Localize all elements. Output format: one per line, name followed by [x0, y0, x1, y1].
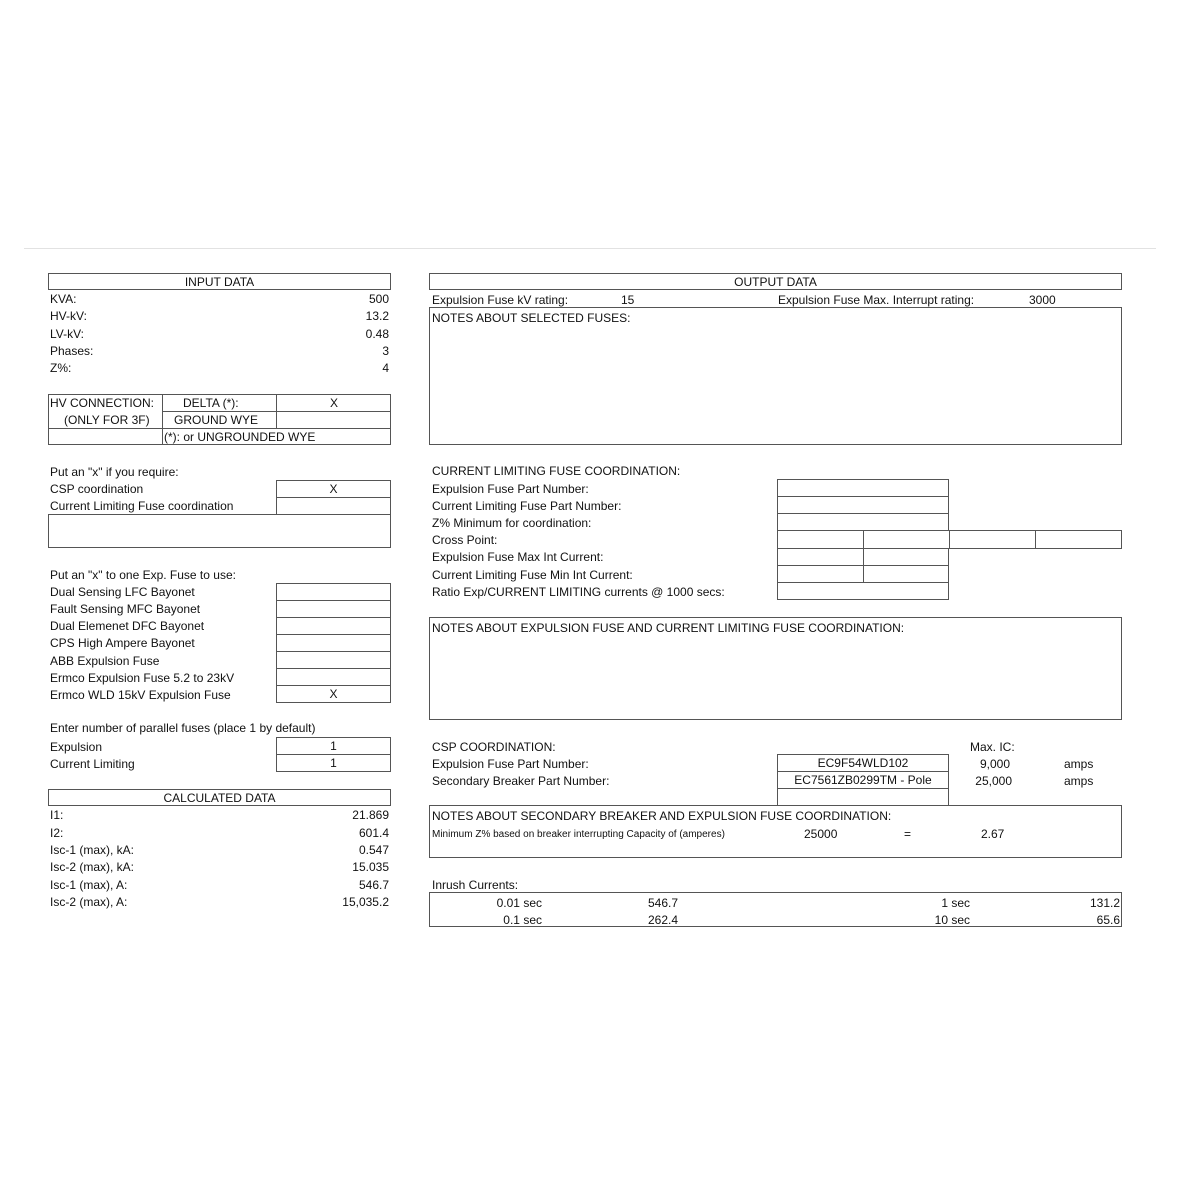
cross-point-field-4[interactable]	[1035, 530, 1122, 549]
exp-fuse-item-field[interactable]	[276, 651, 391, 669]
i1-label: I1:	[50, 808, 64, 822]
exp-fuse-title: Put an "x" to one Exp. Fuse to use:	[50, 568, 236, 582]
notes-selected-fuses-box	[429, 307, 1122, 445]
csp-exp-part-label: Expulsion Fuse Part Number:	[432, 757, 589, 771]
exp-fuse-item-label: Fault Sensing MFC Bayonet	[50, 602, 201, 616]
cross-point-field-2[interactable]	[863, 530, 950, 549]
csp-sec-breaker-field[interactable]	[777, 771, 949, 789]
min-z-capacity: 25000	[804, 827, 838, 841]
parallel-fuses-title: Enter number of parallel fuses (place 1 by default)	[50, 721, 316, 735]
hv-kv-label: HV-kV:	[50, 309, 87, 323]
cross-point-field-3[interactable]	[949, 530, 1036, 549]
max-ic-label: Max. IC:	[970, 740, 1015, 754]
calculated-data-title: CALCULATED DATA	[163, 791, 276, 805]
csp-coordination-value: X	[329, 482, 338, 496]
hv-divider-low	[162, 428, 163, 445]
clfc-row-label: Z% Minimum for coordination:	[432, 516, 592, 530]
ungrounded-wye-note: (*): or UNGROUNDED WYE	[164, 430, 316, 444]
exp-fuse-item-label: Dual Elemenet DFC Bayonet	[50, 619, 205, 633]
z-percent-value[interactable]: 4	[382, 361, 389, 375]
exp-fuse-item-field[interactable]	[276, 583, 391, 601]
csp-sec-max-ic: 25,000	[975, 774, 1012, 788]
require-notes-box	[48, 514, 391, 548]
interrupt-rating-label: Expulsion Fuse Max. Interrupt rating:	[778, 293, 975, 307]
exp-fuse-item-label: Ermco Expulsion Fuse 5.2 to 23kV	[50, 671, 235, 685]
sec-breaker-notes-title: NOTES ABOUT SECONDARY BREAKER AND EXPULSION FUSE COORDINATION:	[432, 809, 892, 823]
isc1-a-label: Isc-1 (max), A:	[50, 878, 128, 892]
parallel-expulsion-label: Expulsion	[50, 740, 103, 754]
z-min-field[interactable]	[777, 513, 949, 531]
hv-kv-value[interactable]: 13.2	[365, 309, 389, 323]
cl-min-int-field-1[interactable]	[777, 565, 864, 583]
interrupt-rating-value: 3000	[1029, 293, 1056, 307]
csp-sec-breaker-value: EC7561ZB0299TM - Pole	[794, 773, 932, 787]
inrush-title: Inrush Currents:	[432, 878, 519, 892]
hv-row-line	[162, 411, 391, 412]
cl-min-int-field-2[interactable]	[863, 565, 949, 583]
clfc-row-label: Cross Point:	[432, 533, 498, 547]
input-data-header	[48, 273, 391, 290]
exp-fuse-item-label: ABB Expulsion Fuse	[50, 654, 160, 668]
clf-coordination-title: CURRENT LIMITING FUSE COORDINATION:	[432, 464, 681, 478]
inrush-value: 65.6	[1096, 913, 1120, 927]
csp-coordination-title: CSP COORDINATION:	[432, 740, 556, 754]
notes-exp-cl-title: NOTES ABOUT EXPULSION FUSE AND CURRENT LIMITING FUSE COORDINATION:	[432, 621, 905, 635]
min-z-equals: =	[904, 827, 912, 841]
inrush-value: 262.4	[647, 913, 678, 927]
lv-kv-value[interactable]: 0.48	[365, 327, 389, 341]
exp-fuse-item-field[interactable]	[276, 634, 391, 652]
inrush-time: 0.01 sec	[496, 896, 542, 910]
exp-max-int-field-2[interactable]	[863, 548, 949, 566]
i1-value: 21.869	[352, 808, 389, 822]
phases-label: Phases:	[50, 344, 94, 358]
isc1-a-value: 546.7	[358, 878, 389, 892]
isc1-ka-label: Isc-1 (max), kA:	[50, 843, 135, 857]
calculated-data-header	[48, 789, 391, 806]
delta-label: DELTA (*):	[183, 396, 239, 410]
clfc-row-label: Expulsion Fuse Max Int Current:	[432, 550, 604, 564]
isc2-ka-value: 15.035	[352, 860, 389, 874]
notes-exp-cl-box	[429, 617, 1122, 720]
output-data-title: OUTPUT DATA	[734, 275, 817, 289]
inrush-value: 131.2	[1089, 896, 1120, 910]
parallel-expulsion-field[interactable]	[276, 737, 391, 755]
output-data-header	[429, 273, 1122, 290]
clfc-row-label: Current Limiting Fuse Part Number:	[432, 499, 622, 513]
clfc-row-label: Expulsion Fuse Part Number:	[432, 482, 589, 496]
csp-exp-part-field[interactable]	[777, 754, 949, 772]
inrush-time: 0.1 sec	[503, 913, 542, 927]
kva-label: KVA:	[50, 292, 77, 306]
isc2-ka-label: Isc-2 (max), kA:	[50, 860, 135, 874]
exp-fuse-item-label: CPS High Ampere Bayonet	[50, 636, 195, 650]
sec-breaker-notes-box	[429, 805, 1122, 858]
i2-label: I2:	[50, 826, 64, 840]
i2-value: 601.4	[358, 826, 389, 840]
lv-kv-label: LV-kV:	[50, 327, 85, 341]
csp-sec-breaker-label: Secondary Breaker Part Number:	[432, 774, 610, 788]
isc2-a-value: 15,035.2	[342, 895, 389, 909]
exp-max-int-field-1[interactable]	[777, 548, 864, 566]
clf-coordination-label: Current Limiting Fuse coordination	[50, 499, 234, 513]
hv-only-3f-label: (ONLY FOR 3F)	[64, 413, 150, 427]
exp-fuse-item-value: X	[329, 687, 338, 701]
cross-point-field-1[interactable]	[777, 530, 864, 549]
clfc-row-label: Current Limiting Fuse Min Int Current:	[432, 568, 633, 582]
ratio-field[interactable]	[777, 582, 949, 600]
csp-exp-part-value: EC9F54WLD102	[817, 756, 909, 770]
kv-rating-value: 15	[621, 293, 635, 307]
hv-row-line-2	[48, 428, 391, 429]
inrush-time: 1 sec	[941, 896, 970, 910]
inrush-time: 10 sec	[934, 913, 970, 927]
parallel-cl-value: 1	[330, 756, 337, 770]
cl-fuse-part-field[interactable]	[777, 496, 949, 514]
csp-exp-max-ic: 9,000	[979, 757, 1010, 771]
clf-coordination-field[interactable]	[276, 497, 391, 515]
csp-coordination-label: CSP coordination	[50, 482, 144, 496]
csp-sec-unit: amps	[1064, 774, 1094, 788]
notes-selected-fuses-title: NOTES ABOUT SELECTED FUSES:	[432, 311, 631, 325]
exp-fuse-item-field[interactable]	[276, 617, 391, 635]
min-z-label: Minimum Z% based on breaker interrupting Capacity of (amperes)	[432, 829, 725, 840]
input-data-title: INPUT DATA	[184, 275, 255, 289]
isc2-a-label: Isc-2 (max), A:	[50, 895, 128, 909]
kva-value[interactable]: 500	[368, 292, 389, 306]
csp-extra-field[interactable]	[777, 788, 949, 806]
inrush-table	[429, 892, 1122, 927]
exp-fuse-part-field[interactable]	[777, 479, 949, 497]
exp-fuse-item-label: Ermco WLD 15kV Expulsion Fuse	[50, 688, 231, 702]
kv-rating-label: Expulsion Fuse kV rating:	[432, 293, 569, 307]
parallel-expulsion-value: 1	[330, 739, 337, 753]
inrush-value: 546.7	[647, 896, 678, 910]
page-top-separator	[24, 248, 1156, 249]
delta-value[interactable]: X	[329, 396, 338, 410]
isc1-ka-value: 0.547	[358, 843, 389, 857]
phases-value[interactable]: 3	[382, 344, 389, 358]
min-z-value: 2.67	[981, 827, 1005, 841]
ground-wye-label: GROUND WYE	[174, 413, 258, 427]
exp-fuse-item-field[interactable]	[276, 668, 391, 686]
csp-coordination-field[interactable]	[276, 480, 391, 498]
parallel-cl-label: Current Limiting	[50, 757, 135, 771]
csp-exp-unit: amps	[1064, 757, 1094, 771]
exp-fuse-item-field[interactable]	[276, 685, 391, 703]
exp-fuse-item-label: Dual Sensing LFC Bayonet	[50, 585, 195, 599]
hv-connection-label: HV CONNECTION:	[50, 396, 155, 410]
require-title: Put an "x" if you require:	[50, 465, 179, 479]
z-percent-label: Z%:	[50, 361, 72, 375]
clfc-row-label: Ratio Exp/CURRENT LIMITING currents @ 1000 secs:	[432, 585, 725, 599]
exp-fuse-item-field[interactable]	[276, 600, 391, 618]
parallel-cl-field[interactable]	[276, 754, 391, 772]
